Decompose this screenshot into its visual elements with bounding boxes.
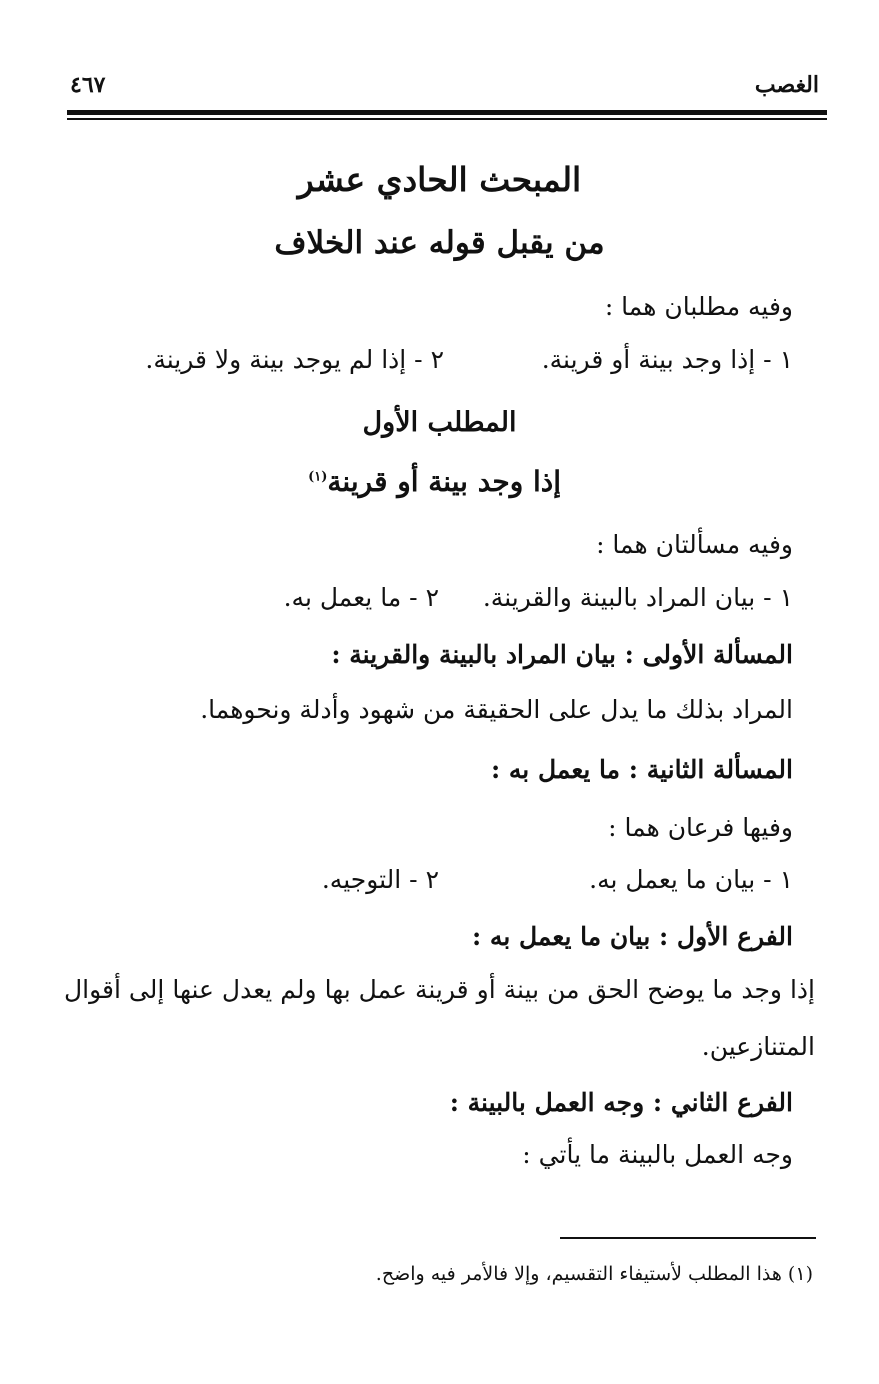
branch1-text-line2: المتنازعين.: [701, 1032, 815, 1061]
footnote: (١) هذا المطلب لأستيفاء التقسيم، وإلا فالأمر فيه واضح.: [375, 1263, 813, 1285]
header-rule-thin: [67, 118, 827, 120]
branch-item-2: ٢ - التوجيه.: [321, 865, 439, 894]
intro-text: وفيه مطلبان هما :: [604, 292, 793, 321]
branch2-heading: الفرع الثاني : وجه العمل بالبينة :: [449, 1088, 793, 1117]
issue1-text: المراد بذلك ما يدل على الحقيقة من شهود وأدلة ونحوهما.: [200, 695, 793, 724]
section-title: المبحث الحادي عشر: [297, 160, 582, 199]
branch1-text-line1: إذا وجد ما يوضح الحق من بينة أو قرينة عمل بها ولم يعدل عنها إلى أقوال: [64, 975, 815, 1004]
first-demand-subtitle-text: إذا وجد بينة أو قرينة: [327, 465, 561, 498]
issue2-heading: المسألة الثانية : ما يعمل به :: [490, 755, 793, 784]
section-subtitle: من يقبل قوله عند الخلاف: [274, 225, 605, 261]
footnote-separator: [560, 1237, 816, 1239]
running-header-title: الغصب: [754, 72, 819, 98]
issue1-heading: المسألة الأولى : بيان المراد بالبينة والقرينة :: [331, 640, 793, 669]
footnote-marker: (١): [308, 469, 328, 485]
demand-item-1: ١ - إذا وجد بينة أو قرينة.: [541, 345, 793, 374]
branches-intro: وفيها فرعان هما :: [608, 813, 793, 842]
header-rule-thick: [67, 110, 827, 115]
branch2-text: وجه العمل بالبينة ما يأتي :: [522, 1140, 793, 1169]
issue-item-1: ١ - بيان المراد بالبينة والقرينة.: [482, 583, 793, 612]
first-demand-subtitle: [308, 465, 561, 498]
branch1-heading: الفرع الأول : بيان ما يعمل به :: [472, 922, 793, 951]
issues-intro: وفيه مسألتان هما :: [596, 530, 793, 559]
demand-item-2: ٢ - إذا لم يوجد بينة ولا قرينة.: [145, 345, 444, 374]
first-demand-title: المطلب الأول: [362, 407, 517, 438]
page-number: ٤٦٧: [70, 72, 106, 98]
issue-item-2: ٢ - ما يعمل به.: [283, 583, 439, 612]
branch-item-1: ١ - بيان ما يعمل به.: [589, 865, 793, 894]
